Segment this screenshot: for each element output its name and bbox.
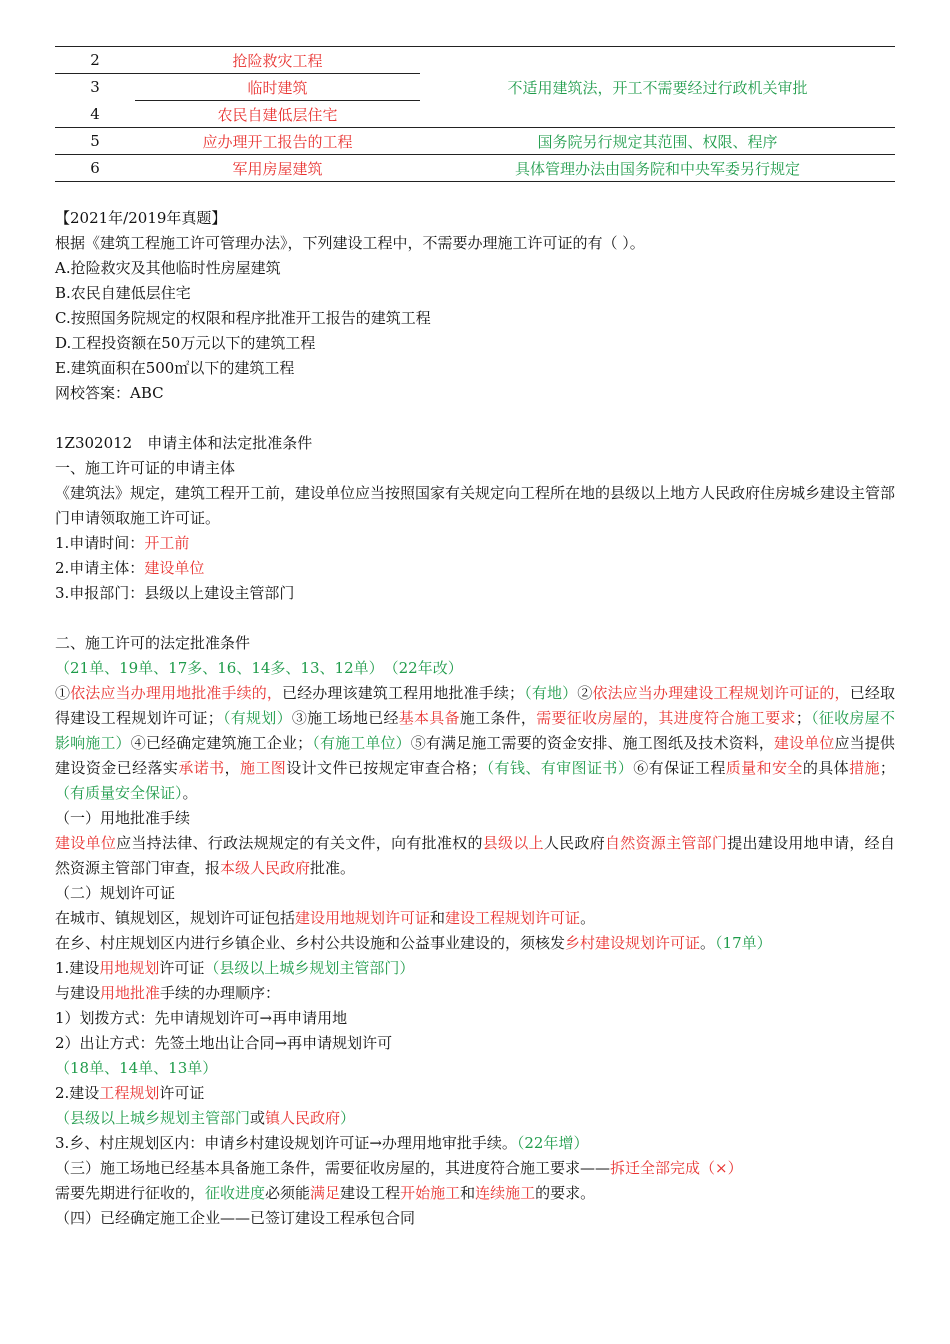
exam-frequency: （21单、19单、17多、16、14多、13、12单） （22年改）	[55, 659, 463, 677]
sub-heading-planning: （二）规划许可证	[55, 884, 176, 902]
text-run: 应当持法律、行政法规规定的有关文件，向有批准权的	[116, 834, 483, 852]
key-term: 本级人民政府	[220, 859, 311, 877]
planning-item-2-dept	[55, 1106, 895, 1131]
law-text: 《建筑法》规定，建筑工程开工前，建设单位应当按照国家有关规定向工程所在地的县级以上地方人民政府住房城乡建设主管部门申请领取施工许可证。	[55, 484, 896, 527]
text-run: 。	[182, 784, 198, 802]
text-run: 需要先期进行征收的，	[55, 1184, 206, 1202]
exam-note: 征收进度	[205, 1184, 266, 1202]
text-run: ①	[55, 684, 71, 702]
text-run: ；	[795, 709, 811, 727]
key-term: 开始施工	[400, 1184, 461, 1202]
text-run: 已经取得建设工程规划许可证；	[55, 684, 895, 727]
key-term: 基本具备	[398, 709, 460, 727]
text-run: 和	[430, 909, 446, 927]
text-run: 批准。	[310, 859, 356, 877]
planning-order	[55, 981, 895, 1006]
exam-note: （有钱、有审图证书）	[486, 759, 634, 777]
project-name: 应办理开工报告的工程	[135, 128, 420, 155]
text-run: 已经办理该建筑工程用地批准手续；	[282, 684, 525, 702]
sub-heading-contractor: （四）已经确定施工企业——已签订建设工程承包合同	[55, 1209, 416, 1227]
text-run: 许可证	[159, 1084, 205, 1102]
text-run: 必须能	[265, 1184, 311, 1202]
sub-heading-site	[55, 1156, 895, 1181]
project-name: 抢险救灾工程	[135, 47, 420, 74]
key-term: 建设单位	[55, 834, 117, 852]
option-a: A.抢险救灾及其他临时性房屋建筑	[55, 259, 281, 277]
text-run: ；	[879, 759, 895, 777]
text-run: 。	[580, 909, 596, 927]
exam-note: （22年增）	[516, 1134, 589, 1152]
exam-note: （有施工单位）	[312, 734, 411, 752]
key-term: 用地规划	[99, 959, 160, 977]
exemption-table	[55, 46, 895, 182]
key-term: 建设用地规划许可证	[295, 909, 431, 927]
item-application-time	[55, 531, 895, 556]
key-term: 依法应当办理用地批准手续的，	[70, 684, 283, 702]
text-run: 设计文件已按规定审查合格；	[286, 759, 487, 777]
key-term: 满足	[310, 1184, 341, 1202]
option-c: C.按照国务院规定的权限和程序批准开工报告的建筑工程	[55, 309, 431, 327]
planning-item-2	[55, 1081, 895, 1106]
text-run: 许可证	[159, 959, 205, 977]
section-code-title: 1Z302012 申请主体和法定批准条件	[55, 434, 313, 452]
text-run: 人民政府	[543, 834, 605, 852]
key-term: 建设工程规划许可证	[445, 909, 581, 927]
exam-note: （有规划）	[222, 709, 292, 727]
key-term: 用地批准	[100, 984, 161, 1002]
text-run: ②	[577, 684, 593, 702]
row-number: 6	[55, 155, 135, 182]
text-run: 2.建设	[55, 1084, 100, 1102]
heading-conditions: 二、施工许可的法定批准条件	[55, 634, 251, 652]
exam-note: （有地）	[524, 684, 578, 702]
planning-order-1: 1）划拨方式：先申请规划许可→再申请用地	[55, 1009, 348, 1027]
exam-note: ）	[340, 1109, 356, 1127]
key-term: 工程规划	[99, 1084, 160, 1102]
key-term: 拆迁全部完成（×）	[610, 1159, 743, 1177]
row-number: 3	[90, 78, 100, 97]
row-description: 国务院另行规定其范围、权限、程序	[420, 128, 895, 155]
key-term: 措施	[849, 759, 880, 777]
text-run: 在乡、村庄规划区内进行乡镇企业、乡村公共设施和公益事业建设的，须核发	[55, 934, 566, 952]
project-name: 临时建筑	[135, 74, 420, 101]
exam-note: （有质量安全保证）	[55, 784, 183, 802]
key-term: 自然资源主管部门	[604, 834, 728, 852]
option-d: D.工程投资额在50万元以下的建筑工程	[55, 334, 316, 352]
key-term: 施工图	[239, 759, 287, 777]
key-term: 连续施工	[475, 1184, 536, 1202]
text-run: 建设工程	[340, 1184, 401, 1202]
key-term: 建设单位	[773, 734, 835, 752]
question-stem: 根据《建筑工程施工许可管理办法》，下列建设工程中，不需要办理施工许可证的有（ ）。	[55, 234, 645, 252]
exam-note: （县级以上城乡规划主管部门	[55, 1109, 251, 1127]
text-run: 或	[250, 1109, 266, 1127]
key-term: 需要征收房屋的，其进度符合施工要求	[536, 709, 796, 727]
text-run: 。	[700, 934, 716, 952]
row-number: 5	[55, 128, 135, 155]
text-run: 1.建设	[55, 959, 100, 977]
land-paragraph	[55, 831, 895, 881]
key-term: 乡村建设规划许可证	[565, 934, 701, 952]
text-run: 施工条件，	[459, 709, 537, 727]
text-run: ，	[224, 759, 240, 777]
text-run: 和	[460, 1184, 476, 1202]
heading-applicant: 一、施工许可证的申请主体	[55, 459, 236, 477]
document-page	[55, 46, 895, 1231]
key-term: 县级以上	[482, 834, 544, 852]
project-name: 军用房屋建筑	[135, 155, 420, 182]
text-run: 手续的办理顺序：	[160, 984, 281, 1002]
text-run: 应当提供建设资金已经落实	[55, 734, 895, 777]
conditions-paragraph	[55, 681, 895, 806]
item-applicant	[55, 556, 895, 581]
key-term: 依法应当办理建设工程规划许可证的，	[592, 684, 850, 702]
planning-order-2: 2）出让方式：先签土地出让合同→再申请规划许可	[55, 1034, 393, 1052]
option-e: E.建筑面积在500㎡以下的建筑工程	[55, 359, 295, 377]
merged-description: 不适用建筑法，开工不需要经过行政机关审批	[420, 47, 895, 128]
key-term: 承诺书	[178, 759, 225, 777]
text-run: （三）施工场地已经基本具备施工条件，需要征收房屋的，其进度符合施工要求——	[55, 1159, 611, 1177]
text-run: 提出建设用地申请，经自然资源主管部门审查，报	[55, 834, 895, 877]
text-run: ⑤有满足施工需要的资金安排、施工图纸及技术资料，	[410, 734, 774, 752]
row-number: 4	[55, 101, 135, 128]
text-run: ⑥有保证工程	[633, 759, 726, 777]
item-value: 开工前	[144, 534, 190, 552]
text-run: 的要求。	[535, 1184, 596, 1202]
planning-line-1	[55, 906, 895, 931]
text-run: 3.乡、村庄规划区内：申请乡村建设规划许可证→办理用地审批手续。	[55, 1134, 517, 1152]
item-label: 1.申请时间：	[55, 534, 145, 552]
table-row	[55, 155, 895, 182]
row-number: 2	[55, 47, 135, 74]
planning-item-3	[55, 1131, 895, 1156]
row-description: 具体管理办法由国务院和中央军委另行规定	[420, 155, 895, 182]
item-value: 建设单位	[144, 559, 205, 577]
exam-note: （17单）	[715, 934, 772, 952]
project-name: 农民自建低层住宅	[135, 101, 420, 128]
site-text	[55, 1181, 895, 1206]
planning-item-1	[55, 956, 895, 981]
answer: 网校答案：ABC	[55, 384, 164, 402]
item-label: 2.申请主体：	[55, 559, 145, 577]
text-run: ③施工场地已经	[291, 709, 399, 727]
text-run: 的具体	[802, 759, 850, 777]
question-tag: 【2021年/2019年真题】	[55, 209, 227, 227]
exam-note: （县级以上城乡规划主管部门）	[204, 959, 415, 977]
option-b: B.农民自建低层住宅	[55, 284, 191, 302]
table-row	[55, 128, 895, 155]
item-department: 3.申报部门：县级以上建设主管部门	[55, 584, 295, 602]
key-term: 质量和安全	[725, 759, 803, 777]
text-run: 与建设	[55, 984, 101, 1002]
planning-frequency: （18单、14单、13单）	[55, 1059, 218, 1077]
key-term: 镇人民政府	[265, 1109, 341, 1127]
sub-heading-land: （一）用地批准手续	[55, 809, 191, 827]
text-run: ④已经确定建筑施工企业；	[130, 734, 313, 752]
exam-note: （征收房屋不影响施工）	[55, 709, 895, 752]
table-row	[55, 47, 895, 74]
text-run: 在城市、镇规划区，规划许可证包括	[55, 909, 296, 927]
planning-line-2	[55, 931, 895, 956]
